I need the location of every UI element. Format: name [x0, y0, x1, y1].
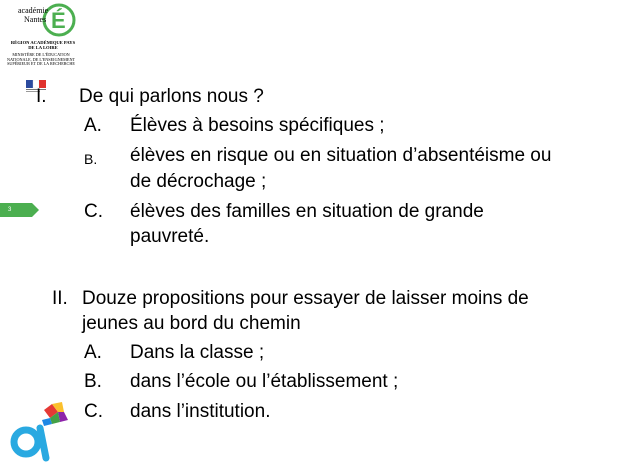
slide-number-badge	[0, 203, 38, 217]
section-2-marker: II.	[52, 288, 68, 309]
section-1-title: De qui parlons nous ?	[79, 86, 264, 107]
section-2-item-b-marker: B.	[84, 371, 102, 392]
arrow-icon	[0, 203, 40, 217]
section-1-marker: I.	[36, 86, 47, 107]
colorful-a-logo-icon	[6, 398, 76, 468]
section-2-title-line1: Douze propositions pour essayer de laisser moins de	[82, 288, 529, 309]
section-1-item-b-marker: B.	[84, 151, 98, 167]
section-2-item-a: Dans la classe ;	[130, 342, 265, 363]
section-2-item-c: dans l’institution.	[130, 401, 271, 422]
academie-name: académie Nantes	[18, 6, 49, 24]
section-2-item-a-marker: A.	[84, 342, 102, 363]
section-1-item-a: Élèves à besoins spécifiques ;	[130, 115, 385, 136]
region-label: RÉGION ACADÉMIQUE PAYS DE LA LOIRE	[10, 40, 76, 50]
svg-text:É: É	[51, 8, 66, 33]
section-2-item-b: dans l’école ou l’établissement ;	[130, 371, 399, 392]
section-1-item-c-marker: C.	[84, 201, 103, 222]
section-1-item-a-marker: A.	[84, 115, 102, 136]
ministere-label: MINISTÈRE DE L'ÉDUCATION NATIONALE, DE L'ENSEIGNEMENT SUPÉRIEUR ET DE LA RECHERCHE	[6, 52, 76, 67]
section-1-item-b-line2: de décrochage ;	[130, 171, 267, 192]
section-2-item-c-marker: C.	[84, 401, 103, 422]
section-2-title-line2: jeunes au bord du chemin	[82, 313, 301, 334]
section-1-item-c-line2: pauvreté.	[130, 226, 210, 247]
slide-number: 3	[8, 207, 12, 213]
section-1-item-b-line1: élèves en risque ou en situation d’absentéisme ou	[130, 145, 552, 166]
section-1-item-c-line1: élèves des familles en situation de grande	[130, 201, 484, 222]
